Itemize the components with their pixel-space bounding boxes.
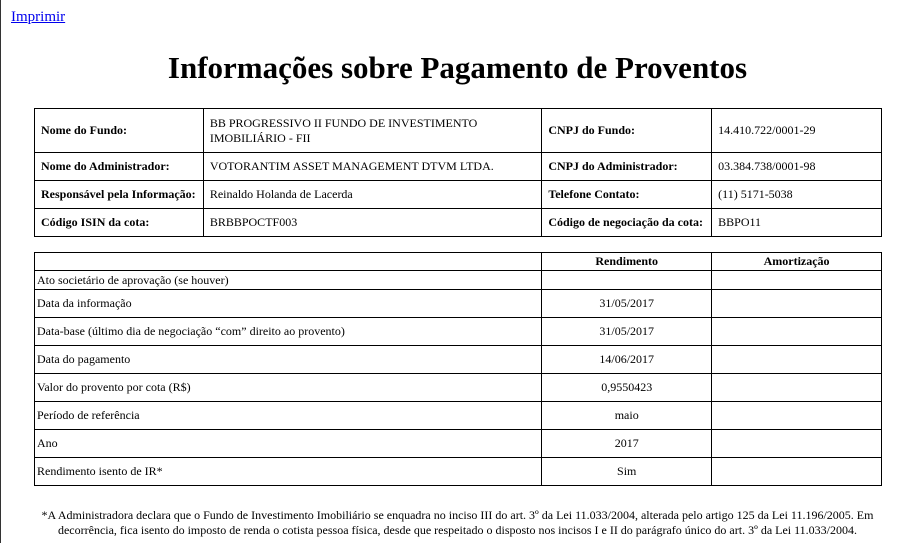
ticker-label: Código de negociação da cota:	[542, 209, 712, 237]
payments-table	[34, 252, 882, 486]
admin-name: VOTORANTIM ASSET MANAGEMENT DTVM LTDA.	[203, 153, 541, 181]
isin: BRBBPOCTF003	[203, 209, 541, 237]
cnpj-fund-label: CNPJ do Fundo:	[542, 109, 712, 153]
table-row	[35, 290, 882, 318]
amortizacao-value	[712, 430, 882, 458]
header-blank	[35, 253, 542, 271]
amortizacao-value	[712, 402, 882, 430]
row-label: Rendimento isento de IR*	[35, 458, 542, 486]
fund-name: BB PROGRESSIVO II FUNDO DE INVESTIMENTO IMOBILIÁRIO - FII	[203, 109, 541, 153]
rendimento-value: 0,9550423	[542, 374, 712, 402]
row-label: Ato societário de aprovação (se houver)	[35, 271, 542, 290]
amortizacao-value	[712, 271, 882, 290]
fund-info-table	[34, 108, 882, 237]
amortizacao-value	[712, 318, 882, 346]
rendimento-value: Sim	[542, 458, 712, 486]
ticker: BBPO11	[712, 209, 882, 237]
isin-label: Código ISIN da cota:	[35, 209, 204, 237]
row-label: Data do pagamento	[35, 346, 542, 374]
table-row	[35, 374, 882, 402]
amortizacao-value	[712, 374, 882, 402]
cnpj-fund: 14.410.722/0001-29	[712, 109, 882, 153]
rendimento-value: 31/05/2017	[542, 318, 712, 346]
rendimento-value: maio	[542, 402, 712, 430]
row-label: Período de referência	[35, 402, 542, 430]
row-label: Data da informação	[35, 290, 542, 318]
phone-label: Telefone Contato:	[542, 181, 712, 209]
page-title: Informações sobre Pagamento de Proventos	[167, 50, 748, 85]
table-row	[35, 402, 882, 430]
cnpj-admin-label: CNPJ do Administrador:	[542, 153, 712, 181]
table-row	[35, 271, 882, 290]
responsible-label: Responsável pela Informação:	[35, 181, 204, 209]
table-row	[35, 318, 882, 346]
phone: (11) 5171-5038	[712, 181, 882, 209]
rendimento-value: 2017	[542, 430, 712, 458]
table-row	[35, 458, 882, 486]
table-row	[35, 346, 882, 374]
amortizacao-value	[712, 346, 882, 374]
admin-label: Nome do Administrador:	[35, 153, 204, 181]
table-row	[35, 430, 882, 458]
print-link[interactable]: Imprimir	[11, 9, 66, 25]
row-label: Ano	[35, 430, 542, 458]
responsible: Reinaldo Holanda de Lacerda	[203, 181, 541, 209]
header-rendimento: Rendimento	[542, 253, 712, 271]
rendimento-value: 31/05/2017	[542, 290, 712, 318]
row-label: Valor do provento por cota (R$)	[35, 374, 542, 402]
amortizacao-value	[712, 458, 882, 486]
amortizacao-value	[712, 290, 882, 318]
cnpj-admin: 03.384.738/0001-98	[712, 153, 882, 181]
rendimento-value: 14/06/2017	[542, 346, 712, 374]
rendimento-value	[542, 271, 712, 290]
row-label: Data-base (último dia de negociação “com” direito ao provento)	[35, 318, 542, 346]
footnote: *A Administradora declara que o Fundo de Investimento Imobiliário se enquadra no inciso III do art. 3º da Lei 11.033/2004, alterada pelo artigo 125 da Lei 11.196/2005. Em decorrência, fica isento do imposto de renda o cotista pessoa física, desde que respeitado o disposto nos incisos I e II do parágrafo único do art. 3º da Lei 11.033/2004.	[41, 508, 874, 537]
header-amortizacao: Amortização	[712, 253, 882, 271]
fund-name-label: Nome do Fundo:	[35, 109, 204, 153]
